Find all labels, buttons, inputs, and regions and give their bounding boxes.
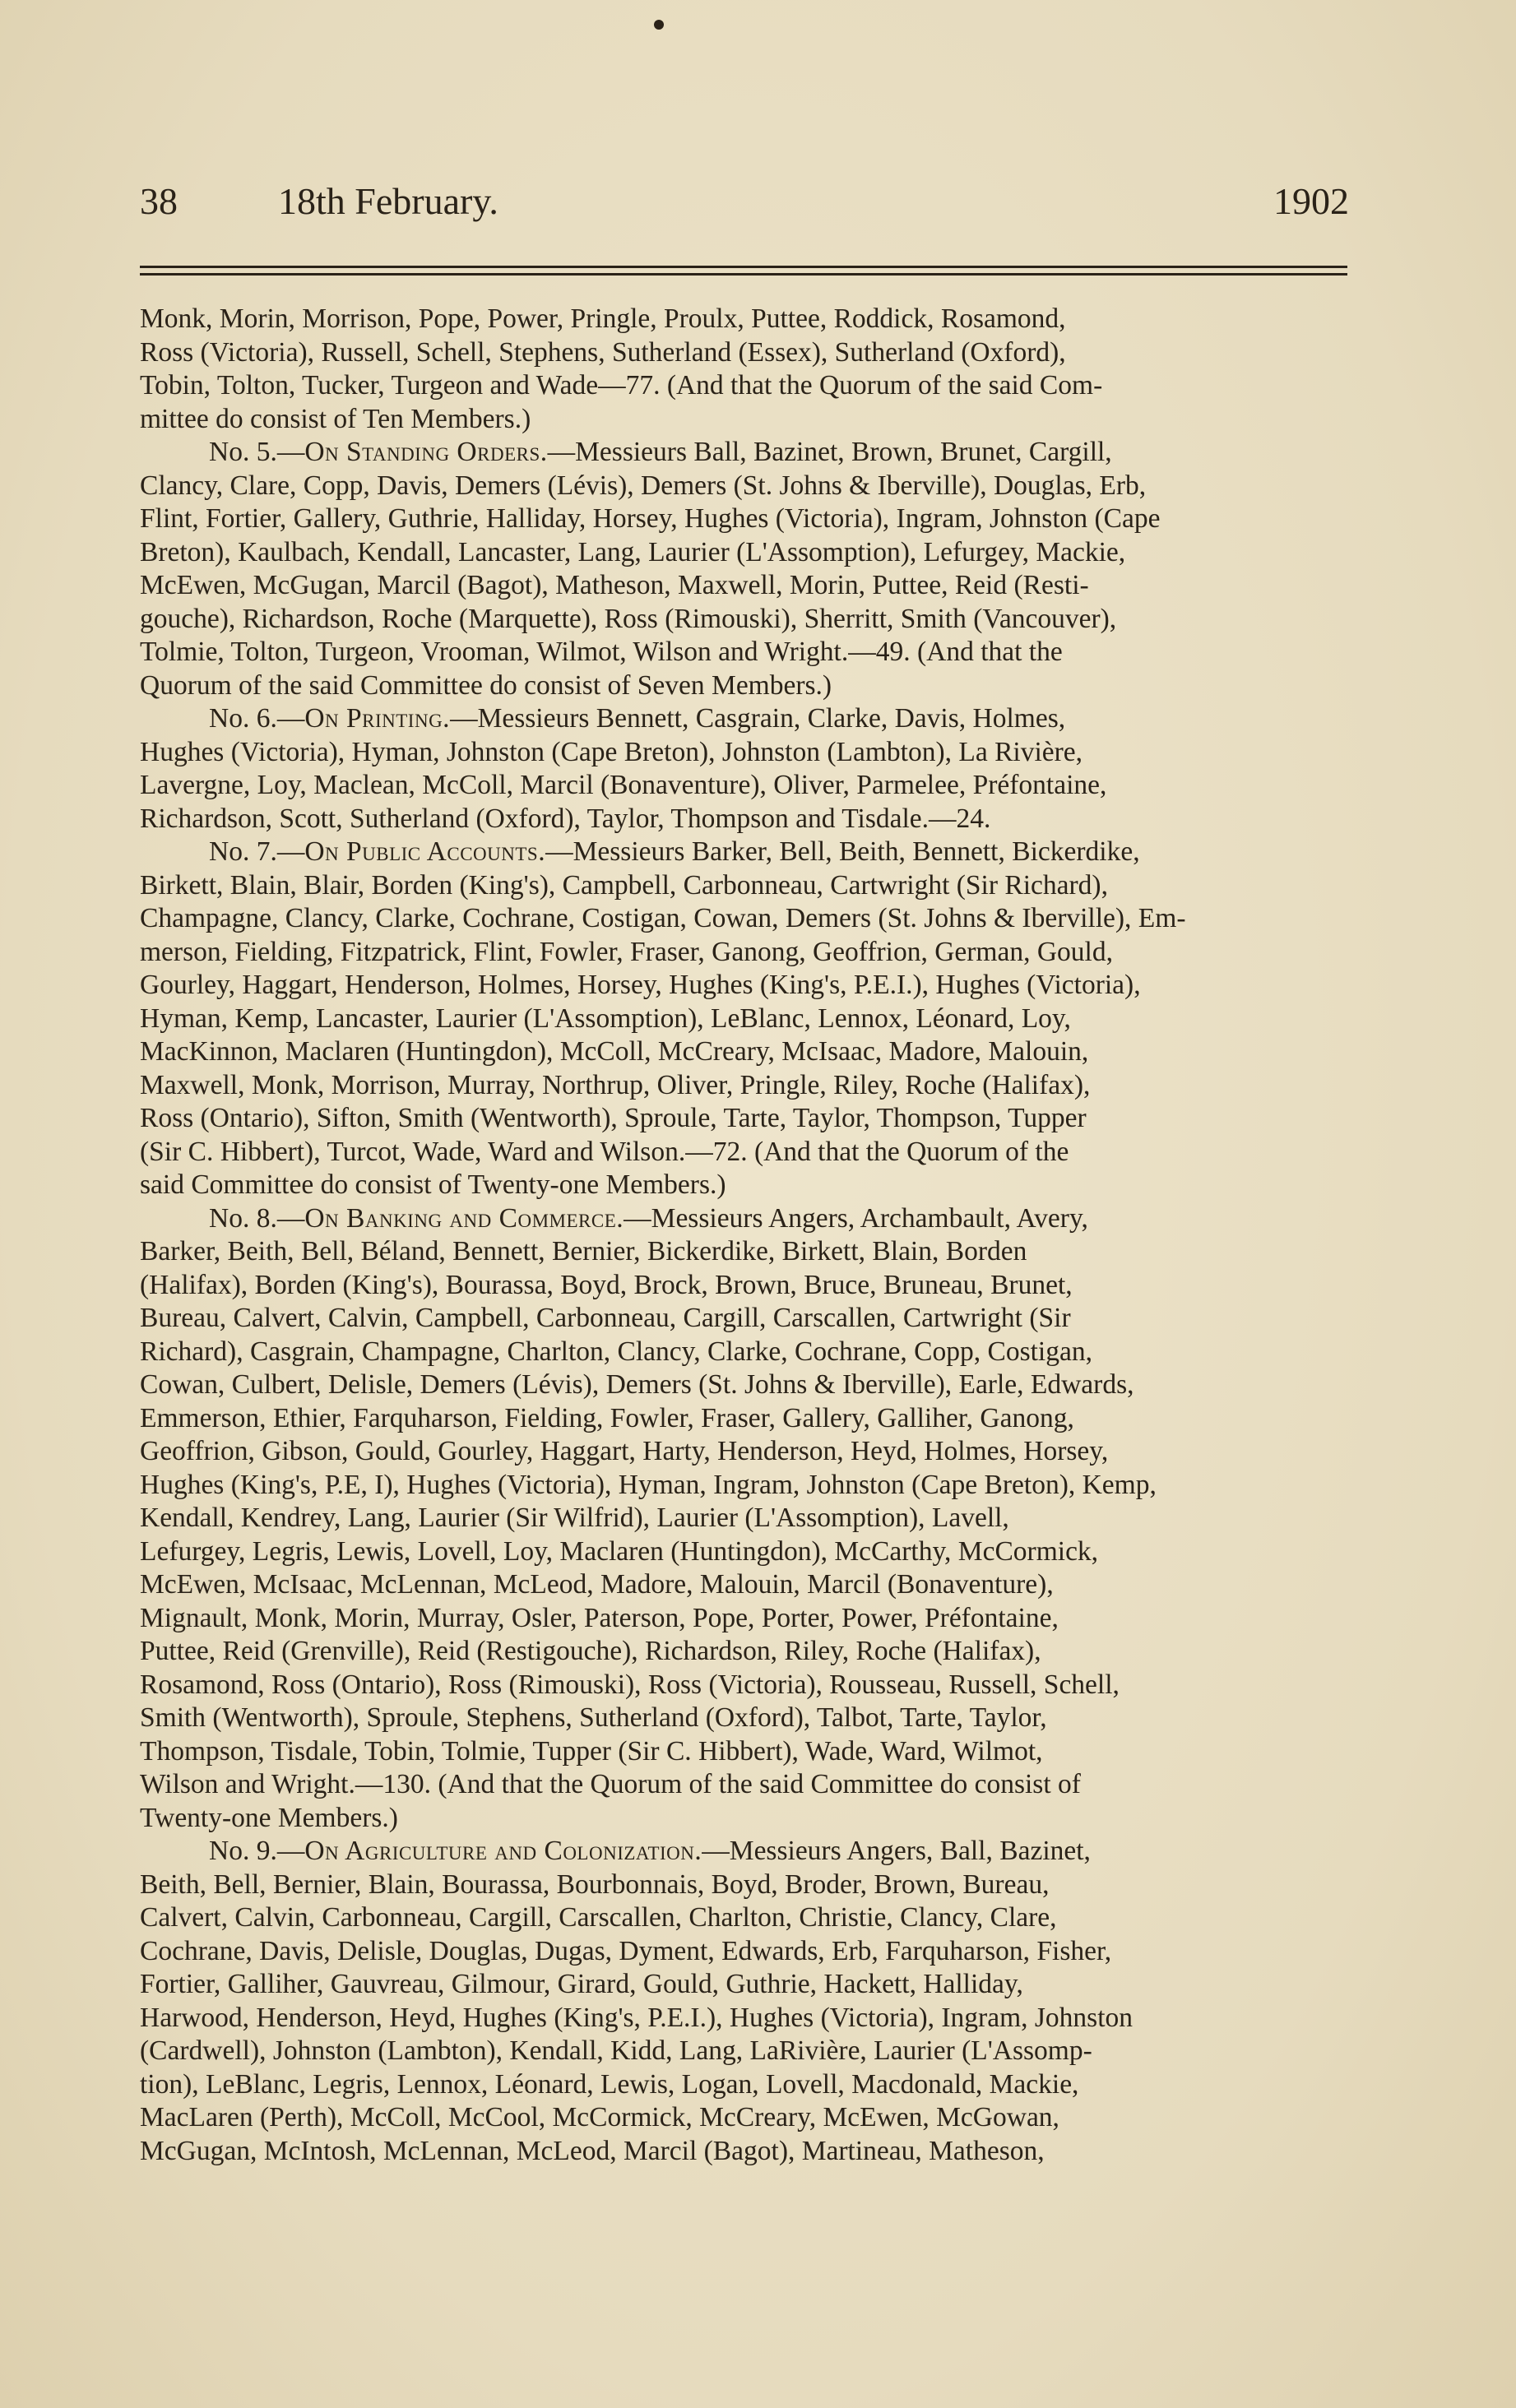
text-line (140, 403, 1364, 437)
text-segment: Ross (Ontario), Sifton, Smith (Wentworth), Sproule, Tarte, Taylor, Thompson, Tupper (140, 1103, 1087, 1133)
text-line (140, 1336, 1364, 1369)
text-segment: (Cardwell), Johnston (Lambton), Kendall, Kidd, Lang, LaRivière, Laurier (L'Assomp- (140, 2035, 1092, 2066)
text-segment: Barker, Beith, Bell, Béland, Bennett, Bernier, Bickerdike, Birkett, Blain, Borden (140, 1236, 1027, 1267)
text-line (140, 636, 1364, 669)
text-segment: Cowan, Culbert, Delisle, Demers (Lévis), Demers (St. Johns & Iberville), Earle, Edwards, (140, 1369, 1134, 1400)
text-line (140, 1635, 1364, 1669)
text-line (140, 1136, 1364, 1169)
text-segment: McGugan, McIntosh, McLennan, McLeod, Marcil (Bagot), Martineau, Matheson, (140, 2135, 1045, 2166)
text-line (140, 1035, 1364, 1069)
text-segment: Puttee, Reid (Grenville), Reid (Restigouche), Richardson, Riley, Roche (Halifax), (140, 1636, 1041, 1666)
text-line (140, 1702, 1364, 1735)
text-segment: Flint, Fortier, Gallery, Guthrie, Halliday, Horsey, Hughes (Victoria), Ingram, Johnston (Cape (140, 503, 1161, 534)
text-segment: —Messieurs Angers, Ball, Bazinet, (702, 1836, 1091, 1866)
text-line (140, 2035, 1364, 2068)
text-segment: —Messieurs Barker, Bell, Beith, Bennett, Bickerdike, (545, 836, 1140, 867)
text-segment: Beith, Bell, Bernier, Blain, Bourassa, Bourbonnais, Boyd, Broder, Brown, Bureau, (140, 1869, 1050, 1900)
text-segment: —Messieurs Bennett, Casgrain, Clarke, Davis, Holmes, (450, 703, 1066, 734)
text-line (140, 1835, 1364, 1869)
text-segment: gouche), Richardson, Roche (Marquette), Ross (Rimouski), Sherritt, Smith (Vancouver), (140, 603, 1117, 634)
text-line (140, 336, 1364, 370)
text-line (140, 1568, 1364, 1602)
committee-heading: On Standing Orders. (304, 437, 548, 467)
text-segment: Fortier, Galliher, Gauvreau, Gilmour, Girard, Gould, Guthrie, Hackett, Halliday, (140, 1969, 1023, 1999)
text-line (140, 702, 1364, 736)
text-line (140, 969, 1364, 1003)
text-segment: Twenty-one Members.) (140, 1802, 398, 1833)
text-line (140, 1069, 1364, 1103)
header-rule-top (140, 266, 1347, 268)
page-header (140, 179, 1349, 229)
text-segment: No. 9.— (209, 1836, 305, 1866)
text-segment: McEwen, McGugan, Marcil (Bagot), Matheson, Maxwell, Morin, Puttee, Reid (Resti- (140, 570, 1089, 600)
text-line (140, 1402, 1364, 1436)
committee-heading: On Agriculture and Colonization. (304, 1836, 702, 1866)
text-segment: No. 5.— (209, 437, 305, 467)
text-line (140, 1235, 1364, 1269)
text-segment: Maxwell, Monk, Morrison, Murray, Northrup, Oliver, Pringle, Riley, Roche (Halifax), (140, 1069, 1091, 1100)
text-segment: Breton), Kaulbach, Kendall, Lancaster, Lang, Laurier (L'Assomption), Lefurgey, Mackie, (140, 536, 1126, 567)
text-segment: merson, Fielding, Fitzpatrick, Flint, Fowler, Fraser, Ganong, Geoffrion, German, Gould, (140, 936, 1113, 967)
text-line (140, 1901, 1364, 1935)
text-line (140, 603, 1364, 637)
text-line (140, 1003, 1364, 1036)
text-segment: Gourley, Haggart, Henderson, Holmes, Horsey, Hughes (King's, P.E.I.), Hughes (Victoria), (140, 970, 1141, 1000)
text-line (140, 2002, 1364, 2035)
text-line (140, 2135, 1364, 2169)
text-segment: —Messieurs Angers, Archambault, Avery, (624, 1202, 1088, 1234)
text-segment: Rosamond, Ross (Ontario), Ross (Rimouski), Ross (Victoria), Rousseau, Russell, Schell, (140, 1669, 1120, 1700)
text-line (140, 869, 1364, 903)
text-segment: Hughes (Victoria), Hyman, Johnston (Cape Breton), Johnston (Lambton), La Rivière, (140, 736, 1083, 767)
text-line (140, 936, 1364, 970)
text-segment: Monk, Morin, Morrison, Pope, Power, Pringle, Proulx, Puttee, Roddick, Rosamond, (140, 303, 1066, 334)
text-segment: Mignault, Monk, Morin, Murray, Osler, Paterson, Pope, Porter, Power, Préfontaine, (140, 1602, 1059, 1633)
text-line (140, 436, 1364, 470)
text-segment: MacKinnon, Maclaren (Huntingdon), McColl, McCreary, McIsaac, Madore, Malouin, (140, 1036, 1089, 1067)
text-line (140, 1302, 1364, 1336)
text-line (140, 902, 1364, 936)
text-line (140, 769, 1364, 803)
text-segment: McEwen, McIsaac, McLennan, McLeod, Madore, Malouin, Marcil (Bonaventure), (140, 1569, 1054, 1600)
text-line (140, 669, 1364, 703)
text-line (140, 2068, 1364, 2102)
text-line (140, 502, 1364, 536)
text-line (140, 1802, 1364, 1836)
text-segment: Calvert, Calvin, Carbonneau, Cargill, Carscallen, Charlton, Christie, Clancy, Clare, (140, 1902, 1057, 1933)
text-segment: Lefurgey, Legris, Lewis, Lovell, Loy, Maclaren (Huntingdon), McCarthy, McCormick, (140, 1535, 1099, 1567)
text-segment: Kendall, Kendrey, Lang, Laurier (Sir Wilfrid), Laurier (L'Assomption), Lavell, (140, 1503, 1009, 1533)
text-segment: Richard), Casgrain, Champagne, Charlton, Clancy, Clarke, Cochrane, Copp, Costigan, (140, 1336, 1092, 1367)
text-segment: Wilson and Wright.—130. (And that the Quorum of the said Committee do consist of (140, 1769, 1081, 1799)
committee-heading: On Public Accounts. (304, 836, 546, 867)
text-line (140, 1735, 1364, 1769)
text-segment: Emmerson, Ethier, Farquharson, Fielding, Fowler, Fraser, Gallery, Galliher, Ganong, (140, 1402, 1074, 1433)
text-segment: —Messieurs Ball, Bazinet, Brown, Brunet, Cargill, (547, 437, 1112, 467)
text-segment: Smith (Wentworth), Sproule, Stephens, Sutherland (Oxford), Talbot, Tarte, Taylor, (140, 1702, 1047, 1733)
text-segment: No. 7.— (209, 836, 305, 867)
text-segment: said Committee do consist of Twenty-one Members.) (140, 1169, 726, 1200)
text-segment: Tolmie, Tolton, Turgeon, Vrooman, Wilmot, Wilson and Wright.—49. (And that the (140, 637, 1063, 667)
page-number: 38 (140, 180, 178, 222)
text-line (140, 470, 1364, 503)
text-segment: Clancy, Clare, Copp, Davis, Demers (Lévis), Demers (St. Johns & Iberville), Douglas, Erb, (140, 470, 1147, 501)
text-segment: Quorum of the said Committee do consist of Seven Members.) (140, 669, 832, 701)
text-segment: (Sir C. Hibbert), Turcot, Wade, Ward and Wilson.—72. (And that the Quorum of the (140, 1136, 1069, 1167)
text-line (140, 1968, 1364, 2002)
text-line (140, 569, 1364, 603)
text-line (140, 736, 1364, 770)
text-line (140, 1602, 1364, 1636)
header-rule-bottom (140, 273, 1347, 276)
text-segment: Cochrane, Davis, Delisle, Douglas, Dugas, Dyment, Edwards, Erb, Farquharson, Fisher, (140, 1935, 1112, 1966)
text-line (140, 1935, 1364, 1969)
text-segment: Thompson, Tisdale, Tobin, Tolmie, Tupper (Sir C. Hibbert), Wade, Ward, Wilmot, (140, 1735, 1043, 1767)
text-segment: tion), LeBlanc, Legris, Lennox, Léonard, Lewis, Logan, Lovell, Macdonald, Mackie, (140, 2068, 1079, 2100)
text-line (140, 1269, 1364, 1303)
text-segment: No. 8.— (209, 1202, 305, 1234)
text-line (140, 803, 1364, 836)
text-line (140, 836, 1364, 869)
text-segment: Champagne, Clancy, Clarke, Cochrane, Costigan, Cowan, Demers (St. Johns & Iberville), Em- (140, 903, 1186, 933)
committee-heading: On Banking and Commerce. (304, 1202, 624, 1234)
text-line (140, 369, 1364, 403)
committee-heading: On Printing. (304, 703, 451, 734)
body-text (140, 303, 1364, 2168)
text-line (140, 303, 1364, 336)
text-line (140, 1169, 1364, 1202)
text-segment: Birkett, Blain, Blair, Borden (King's), Campbell, Carbonneau, Cartwright (Sir Richard), (140, 869, 1108, 901)
text-line (140, 536, 1364, 570)
text-segment: (Halifax), Borden (King's), Bourassa, Boyd, Brock, Brown, Bruce, Bruneau, Brunet, (140, 1269, 1073, 1300)
text-segment: Hyman, Kemp, Lancaster, Laurier (L'Assomption), LeBlanc, Lennox, Léonard, Loy, (140, 1003, 1071, 1034)
text-line (140, 1469, 1364, 1503)
text-line (140, 1502, 1364, 1535)
text-segment: Ross (Victoria), Russell, Schell, Stephens, Sutherland (Essex), Sutherland (Oxford), (140, 336, 1066, 368)
text-segment: Geoffrion, Gibson, Gould, Gourley, Haggart, Harty, Henderson, Heyd, Holmes, Horsey, (140, 1436, 1109, 1466)
text-segment: Richardson, Scott, Sutherland (Oxford), Taylor, Thompson and Tisdale.—24. (140, 803, 991, 834)
text-segment: mittee do consist of Ten Members.) (140, 403, 531, 434)
text-segment: Tobin, Tolton, Tucker, Turgeon and Wade—77. (And that the Quorum of the said Com- (140, 370, 1103, 401)
text-segment: Harwood, Henderson, Heyd, Hughes (King's, P.E.I.), Hughes (Victoria), Ingram, Johnston (140, 2002, 1134, 2033)
ink-dot (654, 20, 664, 30)
text-segment: MacLaren (Perth), McColl, McCool, McCormick, McCreary, McEwen, McGowan, (140, 2102, 1059, 2132)
text-line (140, 1368, 1364, 1402)
text-line (140, 1202, 1364, 1236)
text-line (140, 1869, 1364, 1902)
text-segment: No. 6.— (209, 703, 305, 734)
text-segment: Hughes (King's, P.E, I), Hughes (Victoria), Hyman, Ingram, Johnston (Cape Breton), Kemp, (140, 1469, 1157, 1500)
text-line (140, 1768, 1364, 1802)
text-line (140, 1535, 1364, 1569)
text-segment: Bureau, Calvert, Calvin, Campbell, Carbonneau, Cargill, Carscallen, Cartwright (Sir (140, 1303, 1071, 1333)
header-date: 18th February. (278, 180, 498, 222)
text-line (140, 1102, 1364, 1136)
text-line (140, 1669, 1364, 1702)
text-segment: Lavergne, Loy, Maclean, McColl, Marcil (Bonaventure), Oliver, Parmelee, Préfontaine, (140, 770, 1107, 800)
header-year: 1902 (1273, 180, 1349, 222)
text-line (140, 2101, 1364, 2135)
text-line (140, 1435, 1364, 1469)
